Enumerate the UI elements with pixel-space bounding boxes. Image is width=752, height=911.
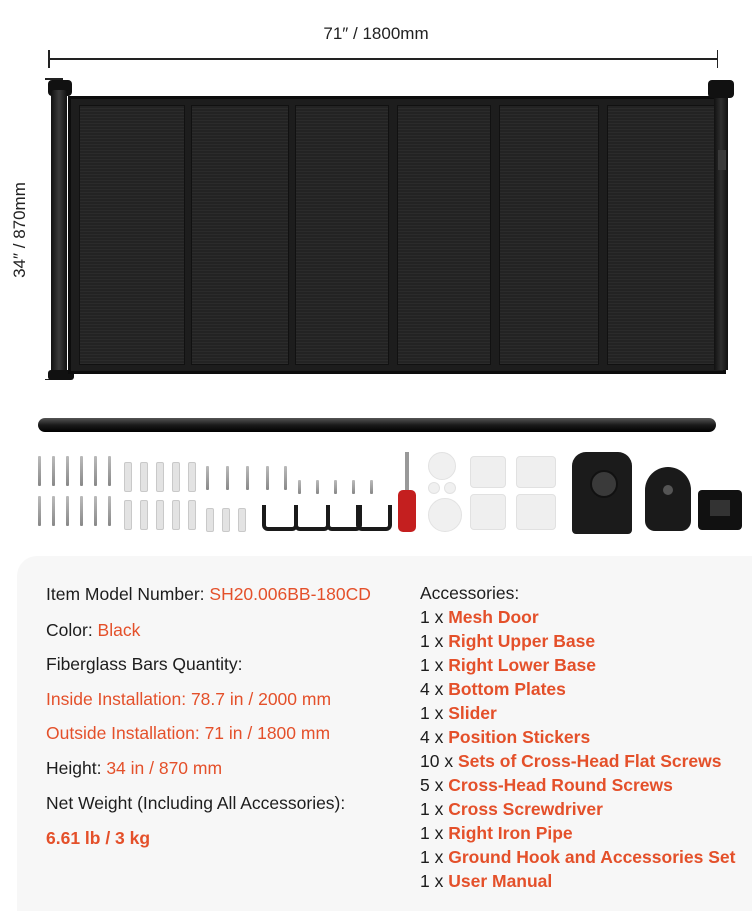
accessories-title: Accessories: <box>420 583 520 603</box>
right-upper-base-image <box>572 452 632 534</box>
spec-fiberglass-bars: Fiberglass Bars Quantity: <box>46 654 243 674</box>
accessory-item: 4 x Bottom Plates <box>420 679 566 699</box>
accessory-item: 1 x Right Upper Base <box>420 631 596 651</box>
spec-color: Color: Black <box>46 620 141 640</box>
accessory-item: 1 x Right Iron Pipe <box>420 823 573 843</box>
ground-hook-image <box>645 467 691 531</box>
accessory-item: 1 x User Manual <box>420 871 553 891</box>
spec-net-weight-value: 6.61 lb / 3 kg <box>46 828 151 848</box>
mesh-gate-image <box>48 80 738 380</box>
accessory-item: 1 x Right Lower Base <box>420 655 597 675</box>
accessory-item: 1 x Mesh Door <box>420 607 539 627</box>
spec-net-weight-label: Net Weight (Including All Accessories): <box>46 793 346 813</box>
height-dimension-label: 34″ / 870mm <box>10 182 29 278</box>
width-dimension-label: 71″ / 1800mm <box>323 24 429 43</box>
accessory-item: 1 x Ground Hook and Accessories Set <box>420 847 736 867</box>
accessory-item: 1 x Slider <box>420 703 497 723</box>
spec-inside-installation: Inside Installation: 78.7 in / 2000 mm <box>46 689 332 709</box>
accessory-item: 10 x Sets of Cross-Head Flat Screws <box>420 751 722 771</box>
spec-height: Height: 34 in / 870 mm <box>46 758 223 778</box>
accessory-item: 1 x Cross Screwdriver <box>420 799 603 819</box>
accessory-item: 5 x Cross-Head Round Screws <box>420 775 673 795</box>
screwdriver-image <box>396 452 418 532</box>
width-dimension-line <box>48 44 718 64</box>
accessory-item: 4 x Position Stickers <box>420 727 591 747</box>
spec-outside-installation: Outside Installation: 71 in / 1800 mm <box>46 723 331 743</box>
right-lower-base-image <box>698 490 742 530</box>
spec-model: Item Model Number: SH20.006BB-180CD <box>46 584 371 604</box>
iron-pipe-image <box>38 418 716 432</box>
accessories-list <box>420 607 735 895</box>
